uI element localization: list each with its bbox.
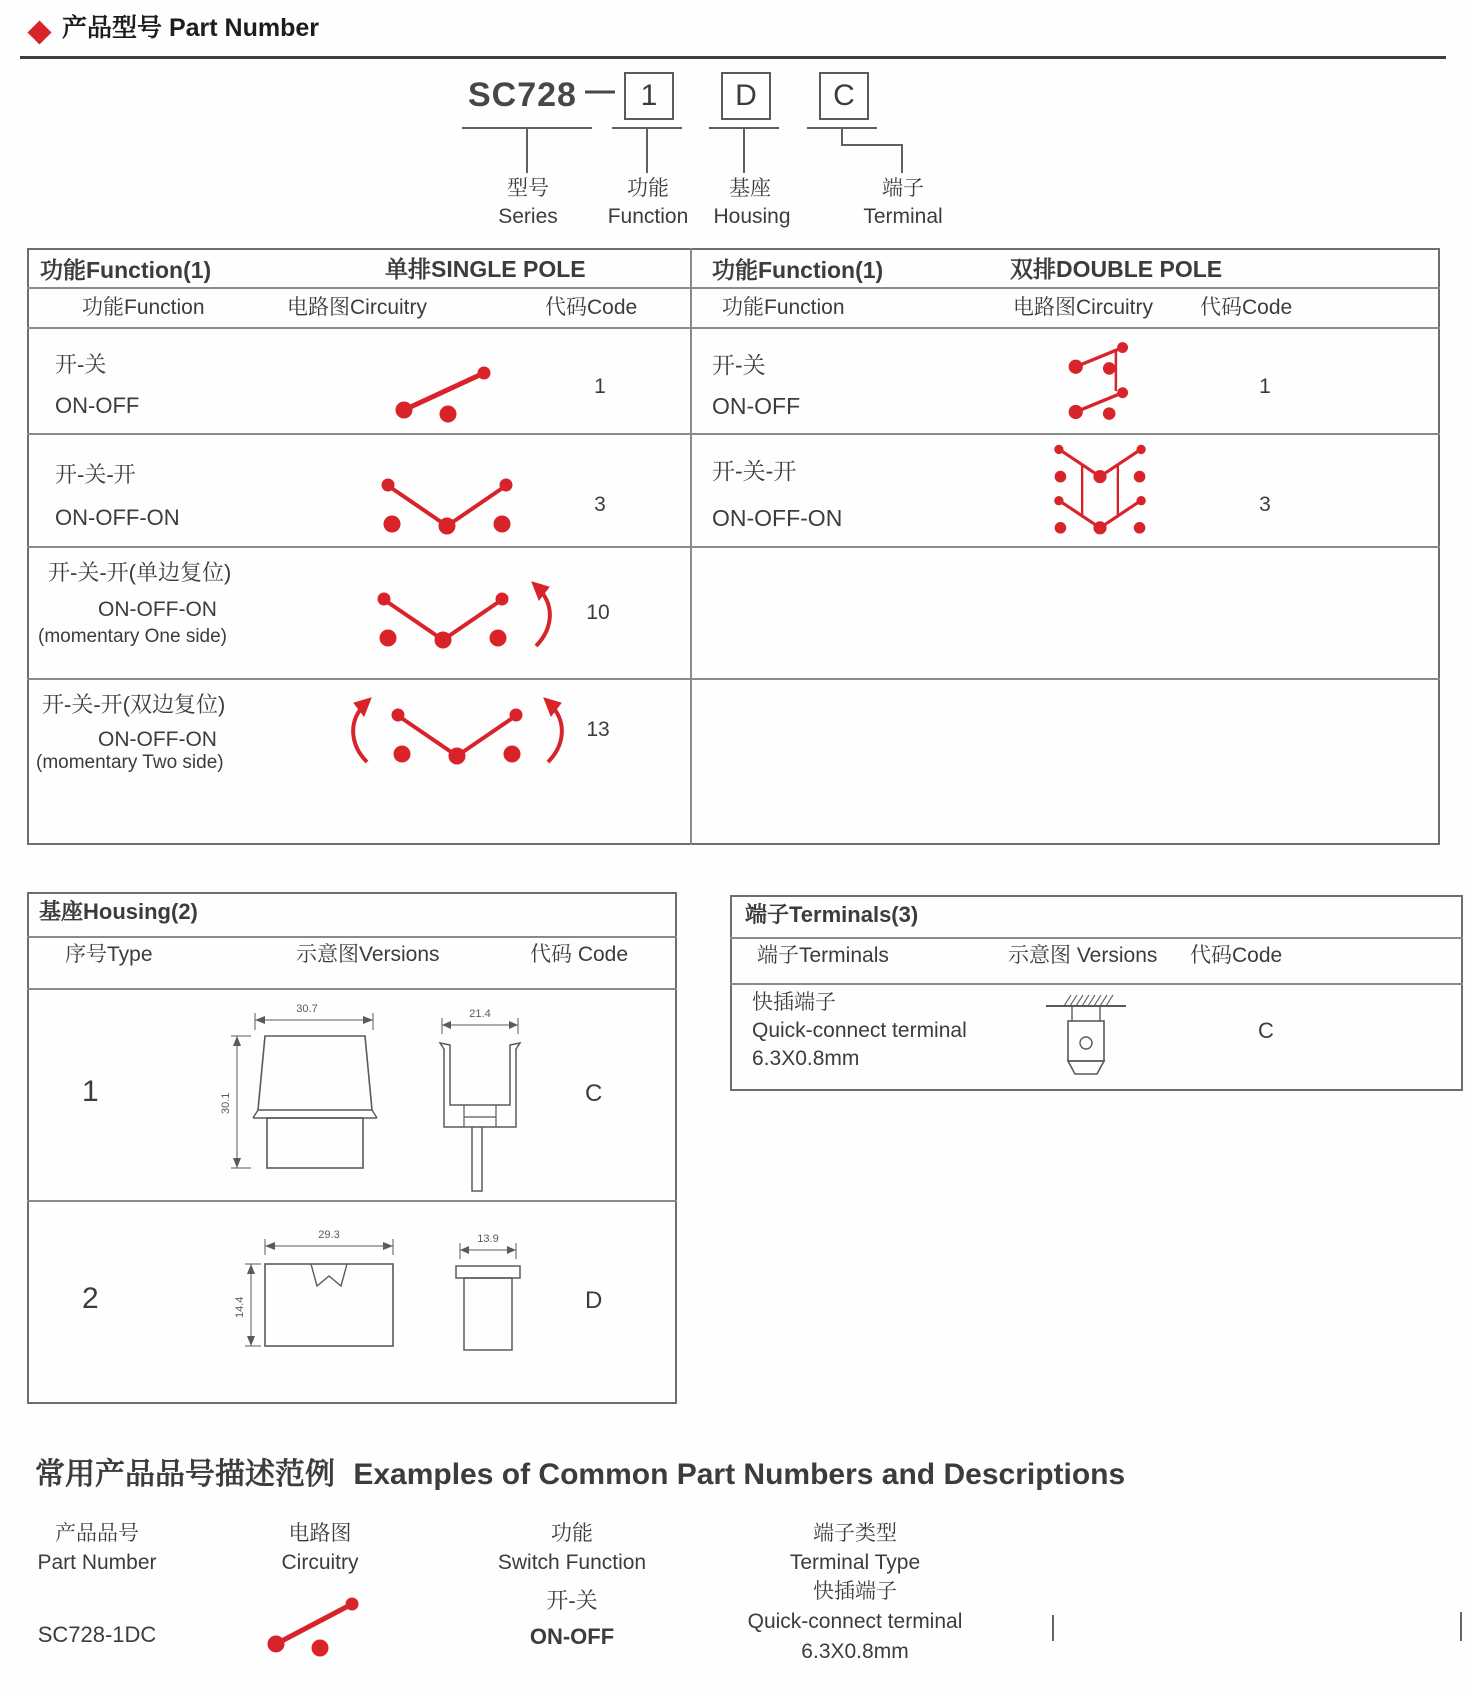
example-col-circuitry-en: Circuitry xyxy=(281,1551,359,1574)
col-header-type: 序号Type xyxy=(65,943,153,966)
example-part-number: SC728-1DC xyxy=(37,1622,157,1647)
function-name-en: ON-OFF-ON xyxy=(712,505,843,531)
terminal-code-box: C xyxy=(819,72,869,120)
housing-label-en: Housing xyxy=(713,205,791,228)
examples-title-en: Examples of Common Part Numbers and Descriptions xyxy=(353,1458,1126,1491)
terminal-label-cn: 端子 xyxy=(882,177,924,200)
function-name-cn: 开-关 xyxy=(55,352,107,377)
function-name-en: ON-OFF xyxy=(712,393,801,419)
series-label-cn: 型号 xyxy=(507,177,549,200)
col-header-code: 代码Code xyxy=(1190,944,1283,967)
example-col-part-number-en: Part Number xyxy=(37,1551,157,1574)
function-code-box: 1 xyxy=(624,72,674,120)
svg-text:30.7: 30.7 xyxy=(296,1003,318,1015)
svg-text:13.9: 13.9 xyxy=(477,1233,499,1245)
examples-title xyxy=(35,1458,1125,1493)
col-header-circuitry: 电路图Circuitry xyxy=(1013,296,1153,319)
example-col-function-cn: 功能 xyxy=(551,1522,593,1545)
cutoff-grid-line xyxy=(1460,1612,1462,1641)
function-name-cn: 开-关-开(双边复位) xyxy=(42,692,226,717)
series-leader-line xyxy=(526,129,528,173)
housing-table-line xyxy=(27,988,677,990)
terminal-leader-line-2 xyxy=(841,144,903,146)
function-table-divider xyxy=(690,248,692,845)
function-table-line xyxy=(27,546,1440,548)
function-table-line xyxy=(27,433,1440,435)
code-value: 3 xyxy=(594,493,606,516)
series-label-en: Series xyxy=(498,205,558,228)
double-pole-section-title: 功能Function(1) xyxy=(712,257,884,283)
housing-leader-line xyxy=(743,129,745,173)
function-label-en: Function xyxy=(607,205,689,228)
example-function-cn: 开-关 xyxy=(546,1588,598,1613)
circuit-dp-on-off-on-icon xyxy=(1040,444,1160,541)
terminal-name-cn: 快插端子 xyxy=(752,991,836,1014)
code-value: 1 xyxy=(594,375,606,398)
example-col-part-number-cn: 产品品号 xyxy=(55,1522,139,1545)
function-name-en2: (momentary One side) xyxy=(38,626,228,647)
terminal-size: 6.3X0.8mm xyxy=(752,1047,860,1070)
col-header-code: 代码Code xyxy=(545,296,638,319)
housing-table-line xyxy=(27,936,677,938)
housing-label-cn: 基座 xyxy=(729,177,771,200)
example-terminal-size: 6.3X0.8mm xyxy=(801,1640,909,1663)
col-header-circuitry: 电路图Circuitry xyxy=(287,296,427,319)
example-col-circuitry-cn: 电路图 xyxy=(288,1522,352,1545)
circuit-on-off-icon xyxy=(390,360,510,426)
terminal-table-title: 端子Terminals(3) xyxy=(745,902,919,927)
col-header-versions: 示意图 Versions xyxy=(1008,944,1158,967)
example-circuit-on-off-icon xyxy=(264,1590,376,1660)
housing-1-front-drawing xyxy=(205,1000,400,1192)
example-function-en: ON-OFF xyxy=(529,1624,615,1649)
example-col-terminal-en: Terminal Type xyxy=(789,1551,921,1574)
example-col-terminal-cn: 端子类型 xyxy=(813,1522,897,1545)
function-name-cn: 开-关-开 xyxy=(712,458,797,484)
col-header-terminal: 端子Terminals xyxy=(757,944,889,967)
function-table-line xyxy=(27,287,1440,289)
svg-text:29.3: 29.3 xyxy=(318,1229,340,1241)
function-name-en: ON-OFF-ON xyxy=(98,598,217,621)
col-header-function: 功能Function xyxy=(82,296,205,319)
single-pole-label: 单排SINGLE POLE xyxy=(385,256,586,282)
title-rule xyxy=(20,56,1446,59)
part-number-series: SC728 xyxy=(468,76,577,114)
function-name-en2: (momentary Two side) xyxy=(36,752,224,773)
circuit-dp-on-off-icon xyxy=(1055,340,1145,432)
housing-2-front-drawing xyxy=(225,1228,420,1363)
circuit-on-off-on-momentary-two-icon xyxy=(350,692,565,777)
function-name-cn: 开-关 xyxy=(712,352,766,378)
function-name-en: ON-OFF xyxy=(55,393,140,418)
col-header-code: 代码 Code xyxy=(530,943,629,966)
function-name-en: ON-OFF-ON xyxy=(55,505,180,530)
housing-1-side-drawing xyxy=(418,1005,540,1193)
housing-table-line xyxy=(27,1200,677,1202)
circuit-on-off-on-icon xyxy=(372,468,522,538)
svg-text:30.1: 30.1 xyxy=(220,1092,232,1114)
code-value: 1 xyxy=(1259,375,1271,398)
function-name-en: ON-OFF-ON xyxy=(98,728,217,751)
example-col-function-en: Switch Function xyxy=(497,1551,647,1574)
code-value: 13 xyxy=(586,718,610,741)
terminal-label-en: Terminal xyxy=(863,205,943,228)
function-table-line xyxy=(27,678,1440,680)
double-pole-label: 双排DOUBLE POLE xyxy=(1010,256,1223,282)
housing-table-title: 基座Housing(2) xyxy=(39,899,198,924)
housing-code-box: D xyxy=(721,72,771,120)
section-diamond-icon xyxy=(27,20,51,44)
function-name-cn: 开-关-开 xyxy=(55,462,136,487)
function-table-line xyxy=(27,327,1440,329)
terminal-name-en: Quick-connect terminal xyxy=(752,1019,967,1042)
terminal-table-line xyxy=(730,937,1463,939)
example-terminal-cn: 快插端子 xyxy=(813,1580,897,1603)
svg-text:21.4: 21.4 xyxy=(469,1008,491,1020)
housing-type: 1 xyxy=(82,1075,99,1108)
part-number-dash: — xyxy=(585,74,615,107)
col-header-function: 功能Function xyxy=(722,296,845,319)
example-terminal-en: Quick-connect terminal xyxy=(747,1610,963,1633)
page-title: 产品型号 Part Number xyxy=(62,14,319,42)
single-pole-section-title: 功能Function(1) xyxy=(40,257,212,283)
quick-connect-terminal-drawing xyxy=(1032,988,1142,1084)
cutoff-grid-line xyxy=(1052,1615,1054,1641)
housing-code: C xyxy=(585,1080,603,1107)
terminal-table-line xyxy=(730,983,1463,985)
code-value: 10 xyxy=(586,601,610,624)
svg-text:14.4: 14.4 xyxy=(234,1296,246,1318)
terminal-code: C xyxy=(1258,1018,1274,1043)
circuit-on-off-on-momentary-one-icon xyxy=(368,578,558,658)
code-value: 3 xyxy=(1259,493,1271,516)
housing-type: 2 xyxy=(82,1282,99,1315)
function-name-cn: 开-关-开(单边复位) xyxy=(48,560,232,585)
function-label-cn: 功能 xyxy=(627,177,669,200)
col-header-versions: 示意图Versions xyxy=(296,943,440,966)
function-leader-line xyxy=(646,129,648,173)
housing-2-side-drawing xyxy=(440,1232,535,1362)
housing-code: D xyxy=(585,1287,603,1314)
col-header-code: 代码Code xyxy=(1200,296,1293,319)
terminal-leader-line-3 xyxy=(901,146,903,173)
examples-title-cn: 常用产品品号描述范例 xyxy=(35,1458,335,1491)
